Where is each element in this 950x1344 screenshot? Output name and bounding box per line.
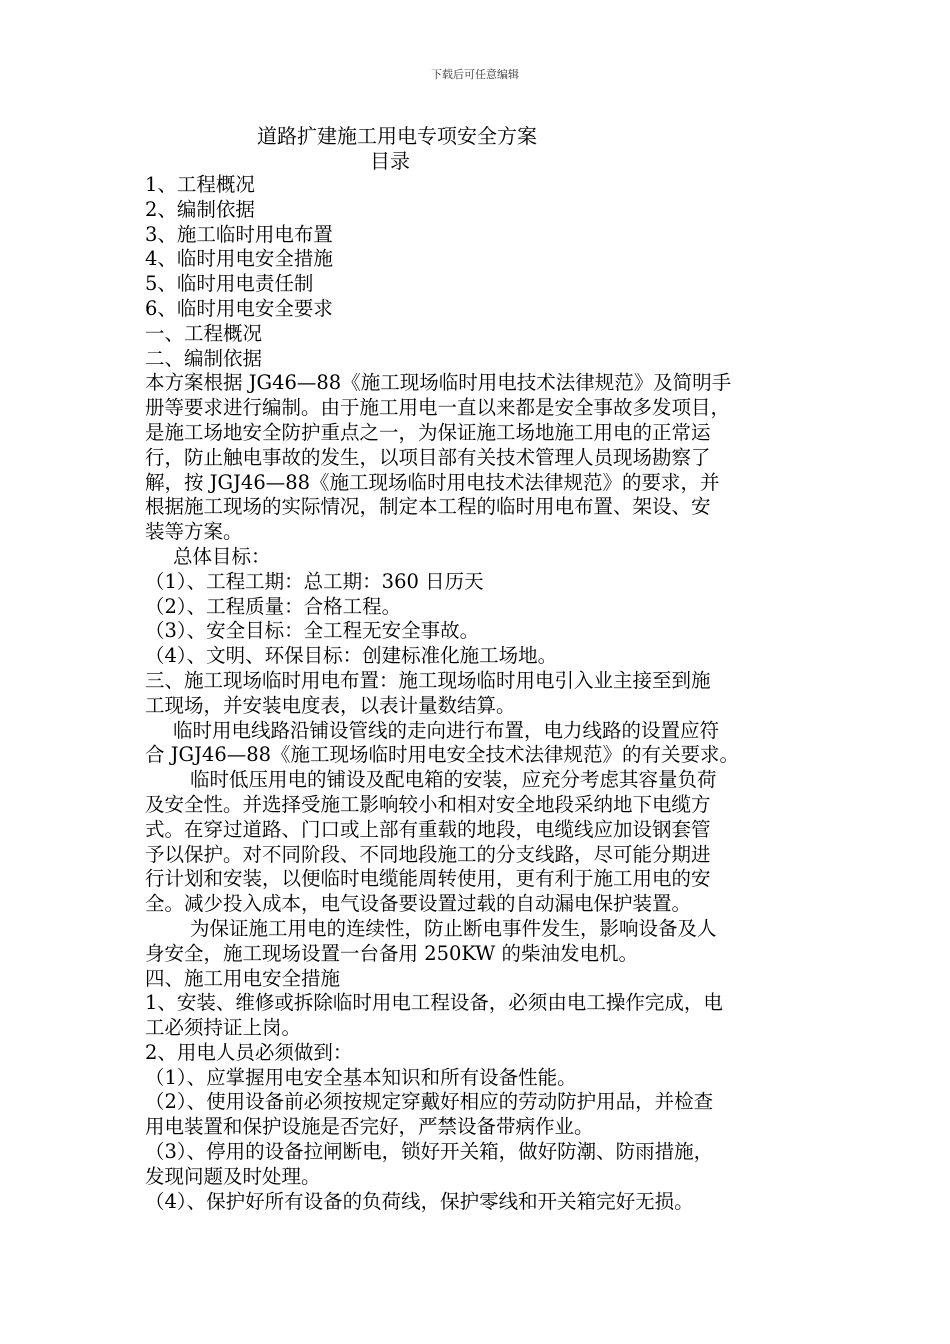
text-line: （4）、保护好所有设备的负荷线，保护零线和开关箱完好无损。 — [145, 1189, 694, 1213]
text-line: （2）、工程质量：合格工程。 — [145, 594, 402, 618]
text-line: 2、用电人员必须做到： — [145, 1040, 353, 1064]
table-of-contents-heading: 目录 — [370, 149, 410, 173]
page-header-note: 下载后可任意编辑 — [431, 68, 519, 81]
text-line: 2、编制依据 — [145, 197, 255, 221]
text-line: （3）、安全目标：全工程无安全事故。 — [145, 619, 480, 643]
text-line: 装等方案。 — [145, 520, 243, 544]
text-line: 予以保护。对不同阶段、不同地段施工的分支线路，尽可能分期进 — [145, 842, 711, 866]
text-line: 及安全性。并选择受施工影响较小和相对安全地段采纳地下电缆方 — [145, 792, 711, 816]
text-line: 5、临时用电责任制 — [145, 272, 314, 296]
text-line: 根据施工现场的实际情况，制定本工程的临时用电布置、架设、安 — [145, 495, 711, 519]
text-line: 4、临时用电安全措施 — [145, 247, 333, 271]
text-line: 合 JGJ46—88《施工现场临时用电安全技术法律规范》的有关要求。 — [145, 743, 740, 767]
text-line: 四、施工用电安全措施 — [145, 966, 341, 990]
text-line: 是施工场地安全防护重点之一，为保证施工场地施工用电的正常运 — [145, 420, 711, 444]
text-line: （1）、应掌握用电安全基本知识和所有设备性能。 — [145, 1065, 577, 1089]
text-line: 1、安装、维修或拆除临时用电工程设备，必须由电工操作完成，电 — [145, 991, 723, 1015]
text-line: 为保证施工用电的连续性，防止断电事件发生，影响设备及人 — [190, 916, 717, 940]
text-line: 工现场，并安装电度表，以表计量数结算。 — [145, 693, 516, 717]
text-line: （3）、停用的设备拉闸断电，锁好开关箱，做好防潮、防雨措施， — [145, 1140, 714, 1164]
text-line: 行计划和安装，以便临时电缆能周转使用，更有利于施工用电的安 — [145, 867, 711, 891]
text-line: 一、工程概况 — [145, 321, 263, 345]
text-line: （4）、文明、环保目标：创建标准化施工场地。 — [145, 644, 558, 668]
text-line: 用电装置和保护设施是否完好，严禁设备带病作业。 — [145, 1115, 594, 1139]
text-line: 总体目标： — [173, 544, 271, 568]
text-line: 6、临时用电安全要求 — [145, 296, 333, 320]
text-line: 册等要求进行编制。由于施工用电一直以来都是安全事故多发项目， — [145, 396, 731, 420]
text-line: 三、施工现场临时用电布置：施工现场临时用电引入业主接至到施 — [145, 668, 711, 692]
text-line: 解，按 JGJ46—88《施工现场临时用电技术法律规范》的要求，并 — [145, 470, 720, 494]
text-line: 临时低压用电的铺设及配电箱的安装，应充分考虑其容量负荷 — [190, 768, 717, 792]
text-line: 二、编制依据 — [145, 346, 263, 370]
text-line: 式。在穿过道路、门口或上部有重载的地段，电缆线应加设钢套管 — [145, 817, 711, 841]
text-line: 临时用电线路沿铺设管线的走向进行布置，电力线路的设置应符 — [173, 718, 720, 742]
text-line: 全。减少投入成本，电气设备要设置过载的自动漏电保护装置。 — [145, 892, 692, 916]
document-body — [145, 123, 810, 1214]
text-line: 本方案根据 JG46—88《施工现场临时用电技术法律规范》及简明手 — [145, 371, 732, 395]
text-line: 3、施工临时用电布置 — [145, 222, 333, 246]
text-line: 发现问题及时处理。 — [145, 1164, 321, 1188]
text-line: （2）、使用设备前必须按规定穿戴好相应的劳动防护用品，并检查 — [145, 1090, 714, 1114]
text-line: 身安全，施工现场设置一台备用 250KW 的柴油发电机。 — [145, 941, 639, 965]
text-line: （1）、工程工期：总工期：360 日历天 — [145, 569, 484, 593]
text-line: 行，防止触电事故的发生，以项目部有关技术管理人员现场勘察了 — [145, 445, 711, 469]
text-line: 1、工程概况 — [145, 173, 255, 196]
document-lines — [145, 173, 810, 1214]
text-line: 工必须持证上岗。 — [145, 1016, 302, 1040]
document-title: 道路扩建施工用电专项安全方案 — [257, 124, 537, 148]
